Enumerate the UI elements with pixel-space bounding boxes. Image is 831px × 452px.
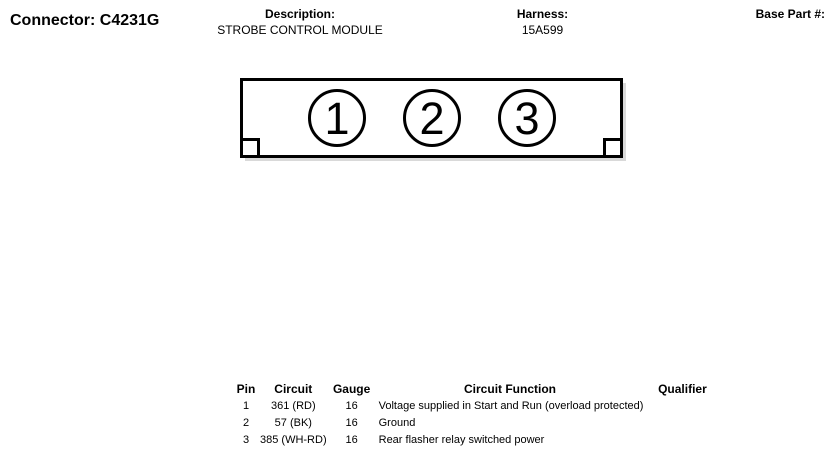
harness-group [480, 7, 605, 37]
wire-gauge: 16 [345, 434, 358, 446]
description-value: STROBE CONTROL MODULE [217, 23, 383, 37]
connector-index-notch-right [603, 138, 620, 155]
column-header-circuit: Circuit [274, 382, 313, 396]
wire-gauge: 16 [345, 417, 358, 429]
pin-cavity-2: 2 [403, 89, 461, 147]
circuit-id: 385 (WH-RD) [260, 434, 327, 446]
connector-face-diagram [240, 78, 623, 158]
harness-value: 15A599 [521, 23, 564, 37]
pinout-table [232, 382, 721, 451]
column-header-pin: Pin [236, 382, 256, 396]
pin-cavity-1: 1 [308, 89, 366, 147]
pin-number: 1 [242, 400, 250, 412]
base-part-group [756, 7, 825, 21]
base-part-label: Base Part #: [755, 7, 825, 21]
pin-cavity-3: 3 [498, 89, 556, 147]
column-header-qualifier: Qualifier [658, 382, 707, 396]
harness-label: Harness: [516, 7, 569, 21]
circuit-function: Rear flasher relay switched power [378, 434, 545, 446]
pin-number: 3 [242, 434, 250, 446]
connector-title: Connector: C4231G [10, 12, 160, 29]
column-header-gauge: Gauge [332, 382, 371, 396]
qualifier [643, 417, 721, 434]
circuit-id: 361 (RD) [271, 400, 316, 412]
circuit-function: Voltage supplied in Start and Run (overload protected) [378, 400, 644, 412]
description-label: Description: [264, 7, 335, 21]
connector-index-notch-left [243, 138, 260, 155]
qualifier [643, 434, 721, 451]
table-row [232, 400, 721, 417]
column-header-circuit-function: Circuit Function [464, 382, 557, 396]
table-row [232, 434, 721, 451]
circuit-id: 57 (BK) [274, 417, 312, 429]
pinout-table-header-row [232, 382, 721, 400]
table-row [232, 417, 721, 434]
wire-gauge: 16 [345, 400, 358, 412]
description-group [200, 7, 400, 37]
qualifier [643, 400, 721, 417]
circuit-function: Ground [378, 417, 416, 429]
pin-number: 2 [242, 417, 250, 429]
